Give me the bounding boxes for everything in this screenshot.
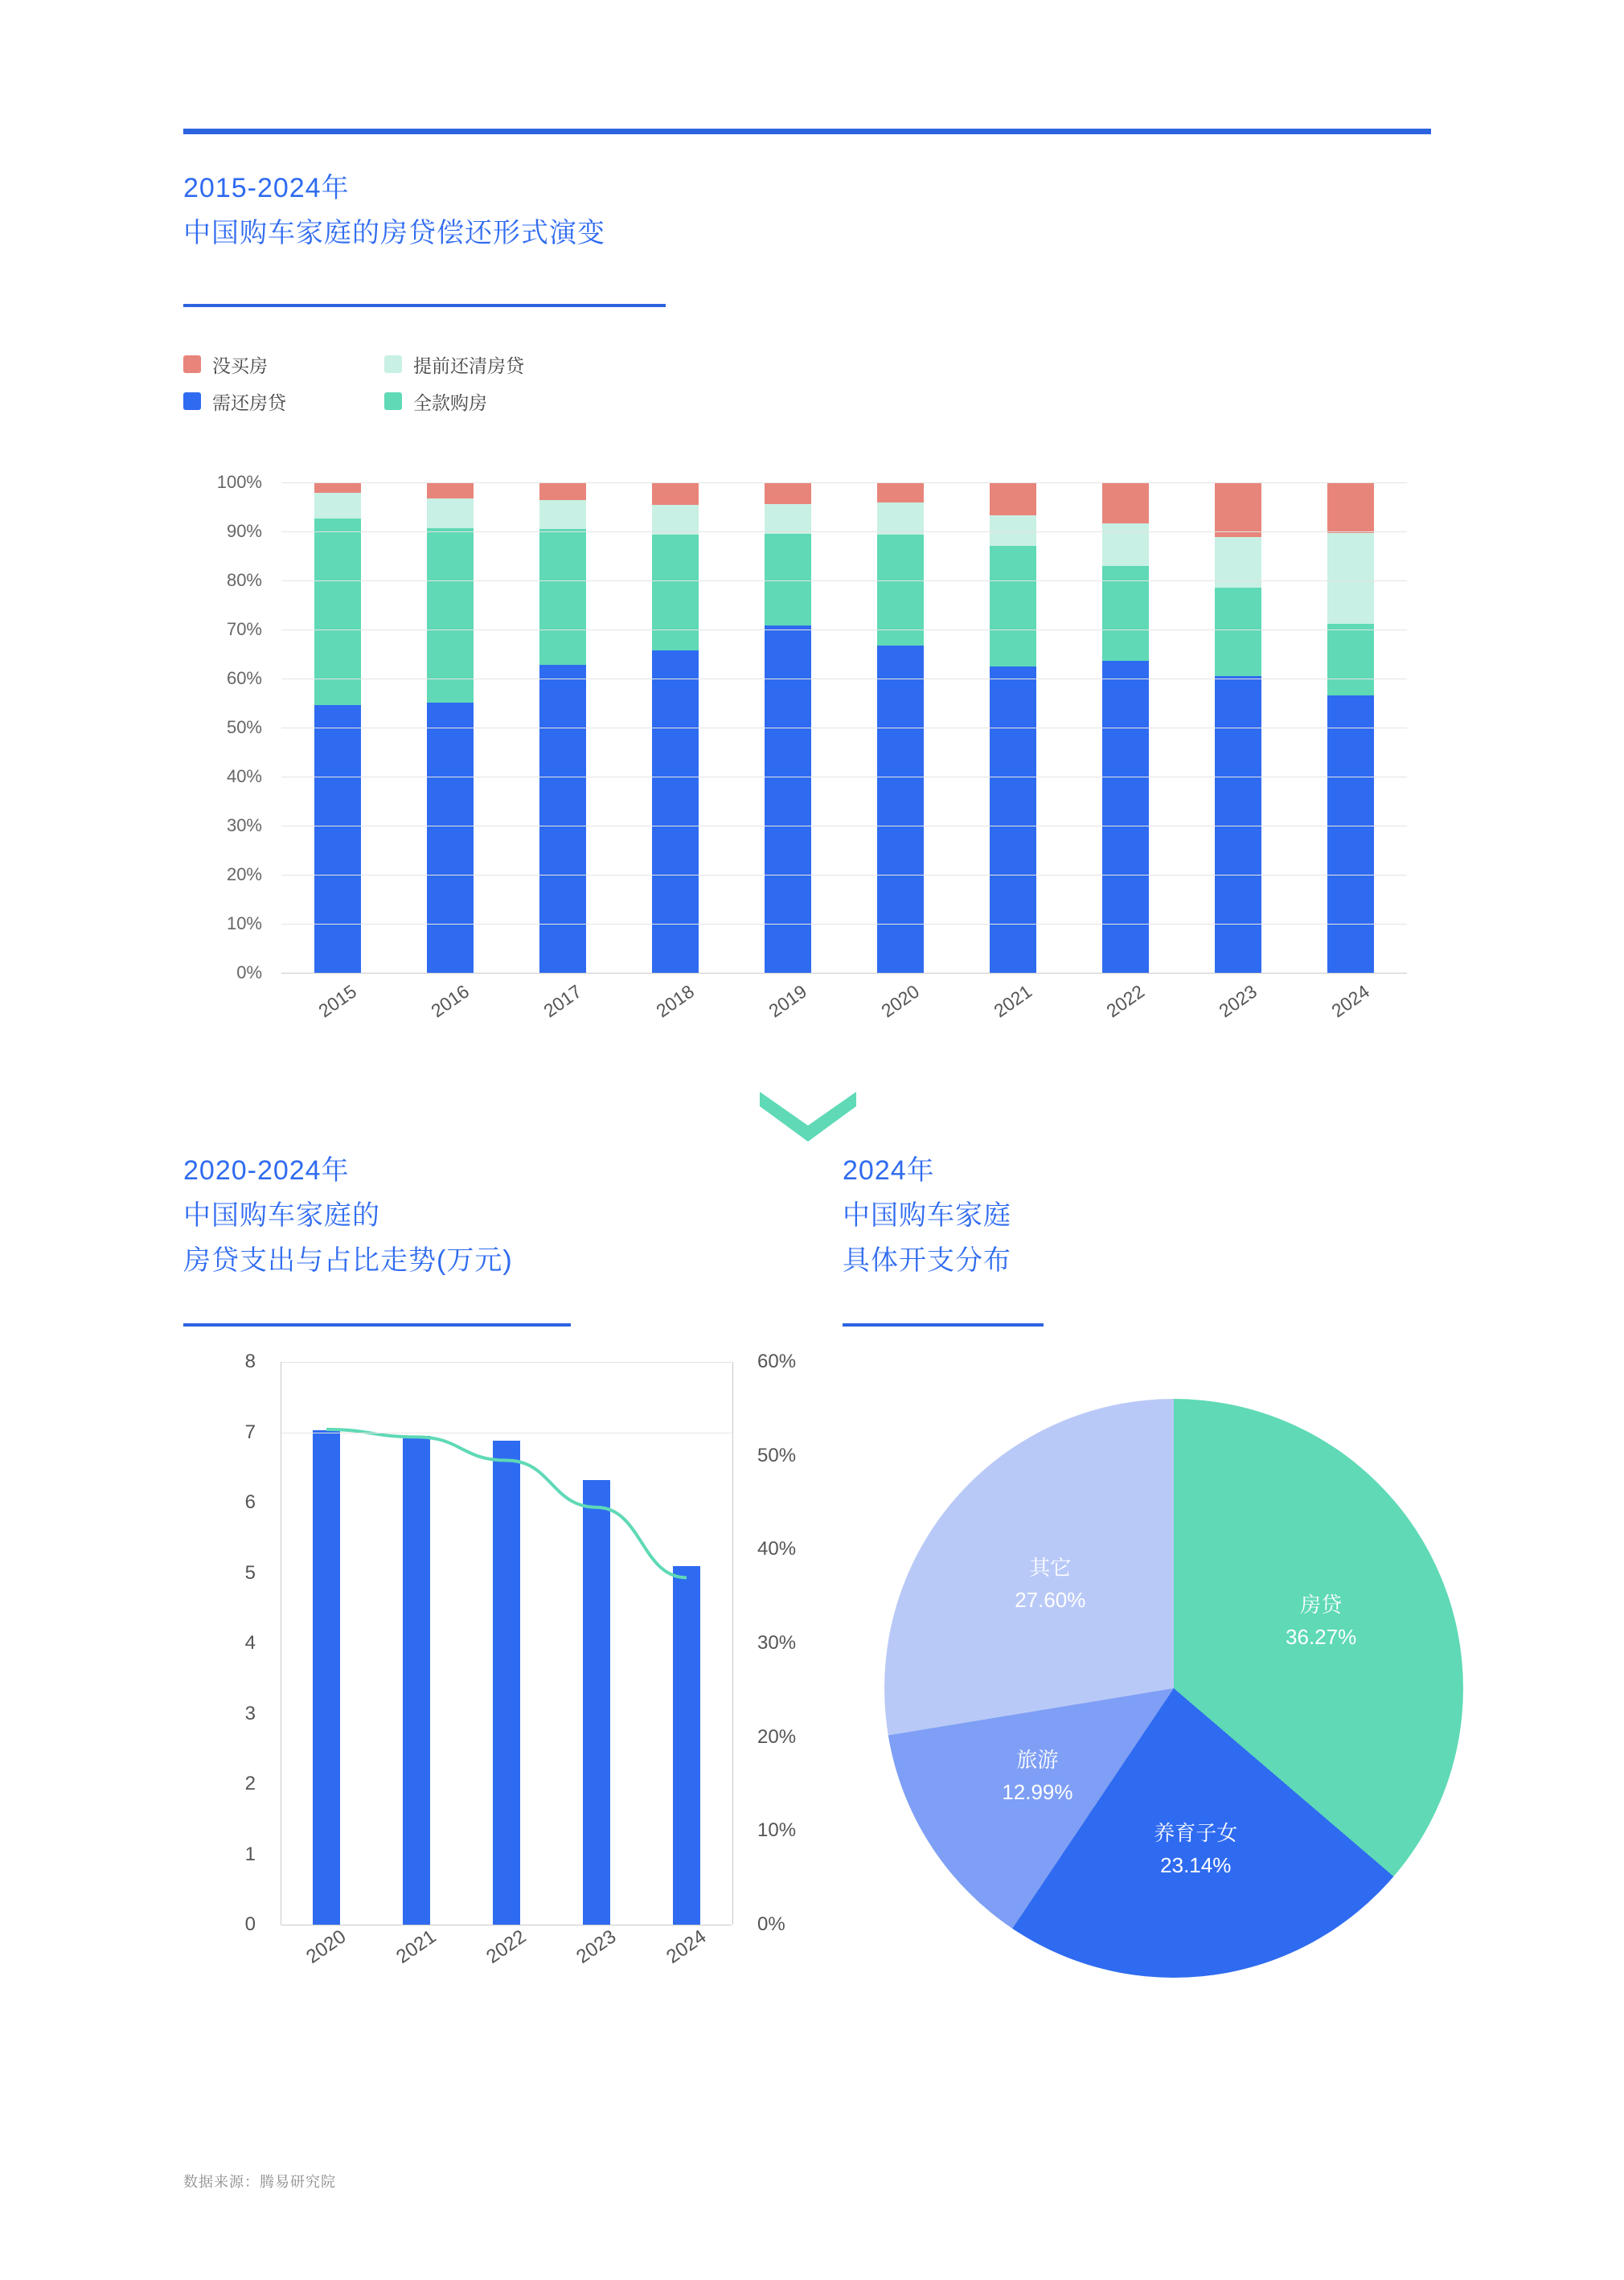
chart2-left-tick: 2: [244, 1773, 256, 1794]
stacked-bar-chart: [193, 472, 1431, 1022]
chart1-bar-segment: [314, 705, 361, 973]
chart1-x-label: 2018: [652, 980, 699, 1022]
chart1-y-tick: 10%: [226, 913, 262, 933]
chart1-x-label: 2017: [539, 980, 586, 1022]
chart1-bar-segment: [652, 505, 699, 535]
chart1-y-tick: 100%: [216, 472, 262, 492]
chart2-right-tick: 60%: [757, 1351, 797, 1372]
chart1-bar-segment: [990, 482, 1036, 515]
chart1-bar-segment: [314, 519, 361, 705]
pie-label-value: 36.27%: [1286, 1624, 1357, 1649]
chart1-bar-segment: [427, 498, 474, 528]
pie-label-name: 其它: [1029, 1555, 1072, 1580]
legend-item-full-payment: [384, 388, 585, 415]
legend-item-mortgage: [183, 388, 384, 415]
chart1-y-tick: 70%: [226, 619, 262, 639]
chart1-y-tick: 60%: [226, 668, 262, 688]
pie-label-name: 养育子女: [1154, 1820, 1238, 1845]
chart2-left-tick: 8: [244, 1351, 256, 1372]
chart1-bar-segment: [427, 528, 474, 703]
chart1-y-tick: 40%: [226, 766, 262, 786]
pie-chart: [836, 1367, 1463, 2010]
section3-title-line2: 中国购车家庭: [843, 1200, 1011, 1231]
chart1-bar-segment: [539, 500, 586, 529]
chart1-x-label: 2023: [1215, 980, 1261, 1022]
section1-title: [183, 166, 907, 256]
chart2-left-tick: 5: [244, 1561, 256, 1584]
gridline: [281, 482, 1407, 483]
chart1-bar-segment: [652, 482, 699, 505]
chart2-left-tick: 0: [244, 1913, 256, 1935]
chart2-x-label: 2021: [392, 1925, 441, 1968]
gridline: [281, 924, 1407, 925]
chart1-x-label: 2019: [765, 980, 811, 1022]
section2-title: [183, 1148, 682, 1283]
gridline: [281, 1714, 732, 1715]
chart1-bar-segment: [877, 502, 924, 535]
pie-label-name: 旅游: [1016, 1748, 1059, 1773]
legend-swatch-icon: [183, 355, 201, 373]
chart1-y-tick: 90%: [226, 521, 262, 541]
legend-swatch-icon: [384, 355, 402, 373]
chart1-x-labels: [281, 981, 1407, 1037]
chart1-bar-segment: [427, 482, 474, 498]
chart1-bar-segment: [1215, 588, 1261, 676]
chart1-bar-segment: [765, 625, 811, 973]
section1-underline: [183, 304, 666, 307]
chart1-x-label: 2024: [1327, 980, 1374, 1022]
chart1-bar-segment: [539, 665, 586, 973]
chart1-x-label: 2015: [314, 980, 361, 1022]
chart2-x-labels: [281, 1925, 732, 1984]
chart2-x-label: 2024: [662, 1925, 711, 1968]
chart2-right-tick: 30%: [757, 1632, 797, 1654]
chart1-bar-segment: [1327, 624, 1374, 695]
chart1-bar-segment: [539, 482, 586, 500]
chart2-right-tick: 0%: [757, 1913, 785, 1935]
chart2-x-label: 2022: [482, 1925, 531, 1968]
chart1-legend: [183, 346, 746, 420]
chart2-left-axis: [185, 1351, 273, 1935]
chart1-bar-segment: [652, 535, 699, 650]
gridline: [281, 1855, 732, 1856]
chevron-down-icon: [760, 1092, 856, 1142]
chart2-left-tick: 4: [244, 1632, 256, 1654]
chart2-right-tick: 40%: [757, 1538, 797, 1560]
chart1-bar-segment: [765, 482, 811, 504]
chart1-x-label: 2021: [990, 980, 1036, 1022]
section2-title-line1: 2020-2024年: [183, 1155, 350, 1186]
chart1-y-tick: 50%: [226, 717, 262, 737]
section3-title-line1: 2024年: [843, 1155, 935, 1186]
pie-label-travel: [1002, 1744, 1072, 1808]
section1-title-line1: 2015-2024年: [183, 173, 350, 203]
source-note: 数据来源：腾易研究院: [183, 2174, 336, 2190]
legend-swatch-icon: [384, 392, 402, 410]
legend-item-prepaid: [384, 351, 585, 378]
chart1-bar-segment: [1102, 661, 1149, 973]
gridline: [281, 875, 1407, 876]
chart1-y-tick: 20%: [226, 864, 262, 884]
chart2-right-axis-line: [732, 1362, 733, 1925]
section2-title-line2: 中国购车家庭的: [183, 1200, 380, 1231]
chart1-bar-segment: [314, 482, 361, 493]
chart1-bar-segment: [1102, 482, 1149, 523]
chart2-x-label: 2023: [572, 1925, 621, 1968]
pie-label-mortgage: [1286, 1589, 1356, 1653]
chart1-x-label: 2022: [1102, 980, 1149, 1022]
section3-title-line3: 具体开支分布: [843, 1245, 1011, 1276]
chart2-right-tick: 10%: [757, 1819, 797, 1842]
gridline: [281, 1573, 732, 1574]
chart2-left-tick: 3: [244, 1702, 256, 1724]
gridline: [281, 973, 1407, 974]
pie-label-name: 房贷: [1300, 1592, 1343, 1617]
chart1-bar-segment: [1327, 482, 1374, 533]
chart1-bar-segment: [1327, 695, 1374, 973]
section1-title-line2: 中国购车家庭的房贷偿还形式演变: [183, 218, 605, 248]
legend-label: 提前还清房贷: [413, 355, 524, 376]
section2-title-line3: 房贷支出与占比走势(万元): [183, 1245, 513, 1276]
chart2-left-tick: 6: [244, 1491, 256, 1513]
chart1-y-tick: 0%: [236, 962, 262, 982]
chart2-right-tick: 20%: [757, 1725, 797, 1748]
pie-label-other: [1015, 1552, 1085, 1616]
gridline: [281, 580, 1407, 581]
gridline: [281, 629, 1407, 630]
chart1-bar-segment: [990, 666, 1036, 973]
pie-label-value: 23.14%: [1160, 1852, 1232, 1877]
chart1-bar-segment: [1215, 676, 1261, 973]
chart1-x-label: 2020: [877, 980, 924, 1022]
gridline: [281, 531, 1407, 532]
chart1-bar-segment: [877, 482, 924, 502]
chart2-x-label: 2020: [302, 1925, 351, 1968]
chart1-bar-segment: [539, 529, 586, 665]
chart1-x-label: 2016: [427, 980, 474, 1022]
chart1-bar-segment: [1327, 533, 1374, 624]
chart2-right-axis: [740, 1351, 828, 1935]
chart1-y-tick: 30%: [226, 815, 262, 835]
chart1-bar-segment: [990, 546, 1036, 666]
legend-label: 全款购房: [413, 392, 487, 413]
chart1-bar-segment: [314, 493, 361, 519]
chart1-bar-segment: [877, 535, 924, 645]
legend-item-no-house: [183, 351, 384, 378]
legend-swatch-icon: [183, 392, 201, 410]
chart1-bar-segment: [427, 703, 474, 973]
top-divider: [183, 129, 1431, 134]
legend-label: 没买房: [212, 355, 268, 376]
chart1-y-axis: [193, 472, 273, 982]
gridline: [281, 1643, 732, 1644]
section2-underline: [183, 1323, 571, 1327]
chart1-y-tick: 80%: [226, 570, 262, 590]
gridline: [281, 1784, 732, 1785]
chart1-plot: [281, 482, 1407, 973]
gridline: [281, 1362, 732, 1363]
chart1-bar-segment: [1102, 523, 1149, 565]
chart2-left-tick: 7: [244, 1421, 256, 1443]
chart1-bar-segment: [1215, 482, 1261, 537]
section3-underline: [843, 1323, 1044, 1327]
pie-circle: [884, 1399, 1463, 1978]
chart2-left-tick: 1: [244, 1843, 256, 1865]
pie-label-children: [1154, 1817, 1237, 1881]
chart2-right-tick: 50%: [757, 1444, 797, 1466]
chart1-bar-segment: [765, 504, 811, 534]
bar-line-chart: [185, 1347, 820, 2007]
chart2-plot: [281, 1362, 732, 1925]
legend-label: 需还房贷: [212, 392, 286, 413]
pie-label-value: 12.99%: [1002, 1780, 1073, 1805]
section3-title: [843, 1148, 1245, 1283]
pie-label-value: 27.60%: [1015, 1587, 1086, 1612]
